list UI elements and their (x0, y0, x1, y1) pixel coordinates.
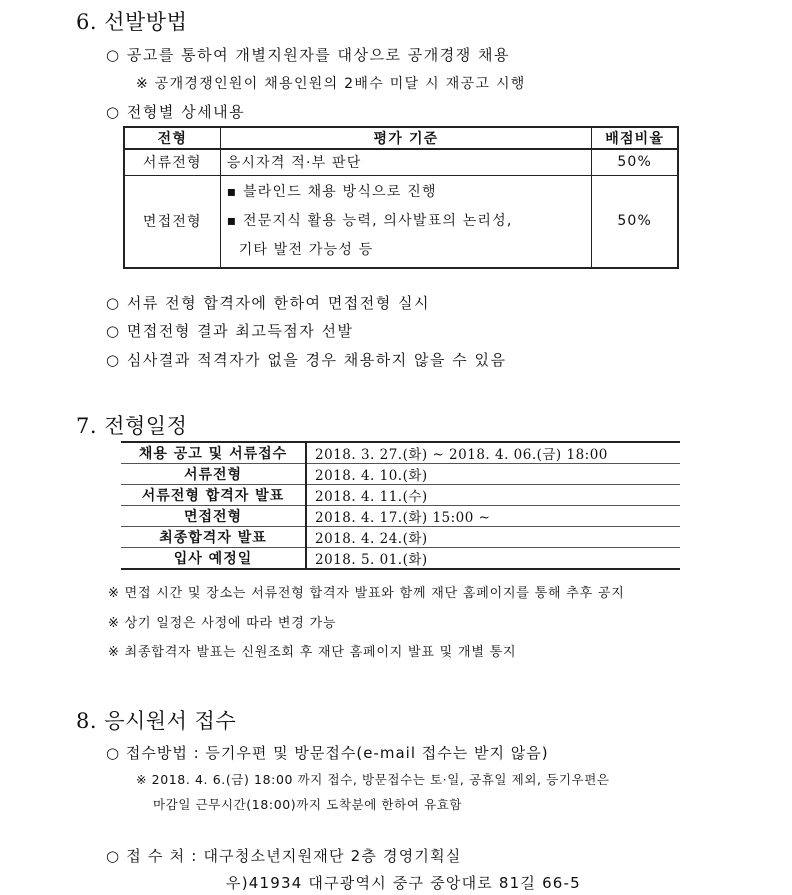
selection-method-bullet: ○ 공고를 통하여 개별지원자를 대상으로 공개경쟁 채용 (106, 46, 510, 64)
schedule-label: 최종합격자 발표 (121, 527, 306, 548)
top-score-bullet: ○ 면접전형 결과 최고득점자 선발 (106, 322, 354, 340)
schedule-note: ※ 상기 일정은 사정에 따라 변경 가능 (108, 616, 337, 631)
schedule-value: 2018. 4. 24.(화) (315, 531, 428, 547)
table-row (124, 175, 678, 268)
table-row (121, 548, 680, 570)
application-place: ○ 접 수 처 : 대구청소년지원재단 2층 경영기획실 (106, 847, 462, 865)
schedule-value: 2018. 5. 01.(화) (315, 552, 428, 568)
stage-interview: 면접전형 (124, 175, 220, 268)
no-hire-bullet: ○ 심사결과 적격자가 없을 경우 채용하지 않을 수 있음 (106, 351, 507, 369)
table-row (121, 464, 680, 485)
table-row (121, 485, 680, 506)
table-row (121, 527, 680, 548)
schedule-value: 2018. 4. 10.(화) (315, 468, 428, 484)
table-row (121, 506, 680, 527)
schedule-label: 서류전형 합격자 발표 (121, 485, 306, 506)
criteria-line: ▪ 전문지식 활용 능력, 의사발표의 논리성, (226, 212, 513, 229)
schedule-label: 서류전형 (121, 464, 306, 485)
section-7-heading: 7. 전형일정 (76, 414, 188, 438)
application-deadline-note-2: 마감일 근무시간(18:00)까지 도착분에 한하여 유효함 (153, 797, 463, 812)
criteria-interview (220, 175, 592, 268)
application-address: 우)41934 대구광역시 중구 중앙대로 81길 66-5 (226, 874, 581, 892)
section-8-heading: 8. 응시원서 접수 (76, 709, 237, 733)
schedule-note: ※ 최종합격자 발표는 신원조회 후 재단 홈페이지 발표 및 개별 통지 (108, 645, 517, 660)
schedule-label: 채용 공고 및 서류접수 (121, 442, 306, 464)
criteria-document: 응시자격 적·부 판단 (220, 149, 592, 175)
table-header-ratio: 배점비율 (592, 127, 678, 149)
application-deadline-note: ※ 2018. 4. 6.(금) 18:00 까지 접수, 방문접수는 토·일, 공휴일 제외, 등기우편은 (136, 772, 610, 787)
criteria-line: ▪ 블라인드 채용 방식으로 진행 (226, 183, 437, 200)
stage-document: 서류전형 (124, 149, 220, 175)
schedule-table (121, 441, 680, 570)
table-row (124, 149, 678, 175)
schedule-note: ※ 면접 시간 및 장소는 서류전형 합격자 발표와 함께 재단 홈페이지를 통해 추후 공지 (108, 586, 625, 601)
evaluation-table (123, 126, 679, 269)
table-header-stage: 전형 (124, 127, 220, 149)
section-6-heading: 6. 선발방법 (76, 10, 188, 34)
schedule-value: 2018. 4. 11.(수) (315, 489, 428, 505)
ratio-interview: 50% (592, 175, 678, 268)
interview-eligibility-bullet: ○ 서류 전형 합격자에 한하여 면접전형 실시 (106, 294, 431, 312)
table-row (121, 442, 680, 464)
ratio-document: 50% (592, 149, 678, 175)
reannouncement-note: ※ 공개경쟁인원이 채용인원의 2배수 미달 시 재공고 시행 (136, 76, 526, 92)
application-method: ○ 접수방법 : 등기우편 및 방문접수(e-mail 접수는 받지 않음) (106, 744, 549, 762)
stage-detail-bullet: ○ 전형별 상세내용 (106, 103, 246, 121)
schedule-label: 면접전형 (121, 506, 306, 527)
schedule-value: 2018. 3. 27.(화) ~ 2018. 4. 06.(금) 18:00 (315, 447, 608, 463)
schedule-label: 입사 예정일 (121, 548, 306, 570)
table-header-criteria: 평가 기준 (220, 127, 592, 149)
schedule-value: 2018. 4. 17.(화) 15:00 ~ (315, 510, 491, 526)
criteria-line: 기타 발전 가능성 등 (238, 241, 374, 258)
